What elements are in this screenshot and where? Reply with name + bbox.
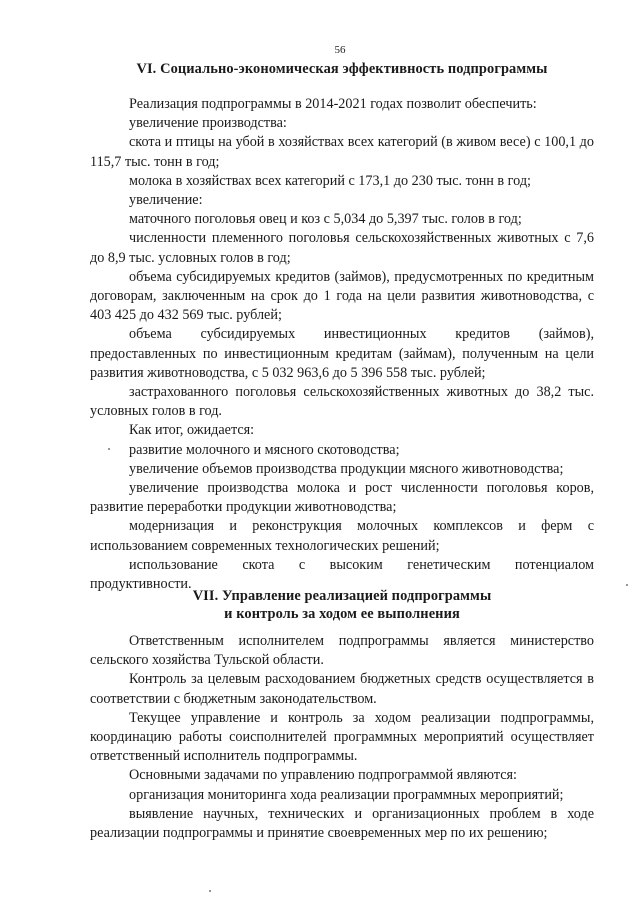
paragraph: организация мониторинга хода реализации программных мероприятий; <box>129 786 564 803</box>
section-7-body <box>90 632 594 843</box>
paragraph: объема субсидируемых кредитов (займов), предусмотренных по кредитным договорам, заключенным на срок до 1 года на цели развития животноводства, с 403 425 до 432 569 тыс. рублей; <box>90 268 594 324</box>
paragraph: увеличение производства: <box>129 115 287 132</box>
section-6-heading: VI. Социально-экономическая эффективность подпрограммы <box>136 61 548 77</box>
paragraph: увеличение: <box>129 192 203 209</box>
paragraph: маточного поголовья овец и коз с 5,034 до 5,397 тыс. голов в год; <box>129 211 522 228</box>
section-7-heading-line-2: и контроль за ходом ее выполнения <box>224 606 460 622</box>
paragraph: Текущее управление и контроль за ходом реализации подпрограммы, координацию работы соисполнителей программных мероприятий осуществляет ответственный исполнитель подпрограммы. <box>90 709 594 765</box>
paragraph: увеличение объемов производства продукции мясного животноводства; <box>129 460 564 477</box>
paragraph: Ответственным исполнителем подпрограммы является министерство сельского хозяйства Тульской области. <box>90 633 594 669</box>
paragraph: Основными задачами по управлению подпрограммой являются: <box>129 767 517 784</box>
paragraph: развитие молочного и мясного скотоводства; <box>129 441 400 458</box>
paragraph: Контроль за целевым расходованием бюджетных средств осуществляется в соответствии с бюджетным законодательством. <box>90 671 594 707</box>
paragraph: Реализация подпрограммы в 2014-2021 годах позволит обеспечить: <box>129 96 537 112</box>
section-7-heading-line-1: VII. Управление реализацией подпрограммы <box>192 588 492 604</box>
page-number: 56 <box>334 44 346 56</box>
paragraph: увеличение производства молока и рост численности поголовья коров, развитие переработки продукции животноводства; <box>90 480 594 516</box>
scan-speck <box>209 890 211 892</box>
paragraph: численности племенного поголовья сельскохозяйственных животных с 7,6 до 8,9 тыс. условных голов в год; <box>90 230 594 266</box>
paragraph: застрахованного поголовья сельскохозяйственных животных до 38,2 тыс. условных голов в год. <box>90 384 594 420</box>
section-7-heading <box>0 587 640 623</box>
paragraph: молока в хозяйствах всех категорий с 173,1 до 230 тыс. тонн в год; <box>129 172 531 189</box>
paragraph: модернизация и реконструкция молочных комплексов и ферм с использованием современных технологических решений; <box>90 518 594 554</box>
section-6-body <box>90 95 594 594</box>
scan-speck <box>626 584 628 586</box>
paragraph: выявление научных, технических и организационных проблем в ходе реализации подпрограммы и принятие своевременных мер по их решению; <box>90 805 594 842</box>
scan-speck <box>108 448 110 450</box>
paragraph: скота и птицы на убой в хозяйствах всех категорий (в живом весе) с 100,1 до 115,7 тыс. тонн в год; <box>90 134 594 170</box>
paragraph: Как итог, ожидается: <box>129 422 255 439</box>
paragraph: использование скота с высоким генетическим потенциалом продуктивности. <box>90 556 594 593</box>
paragraph: объема субсидируемых инвестиционных кредитов (займов), предоставленных по инвестиционным кредитам (займам), полученным на цели развития животноводства, с 5 032 963,6 до 5 396 558 тыс. рублей; <box>90 326 594 381</box>
